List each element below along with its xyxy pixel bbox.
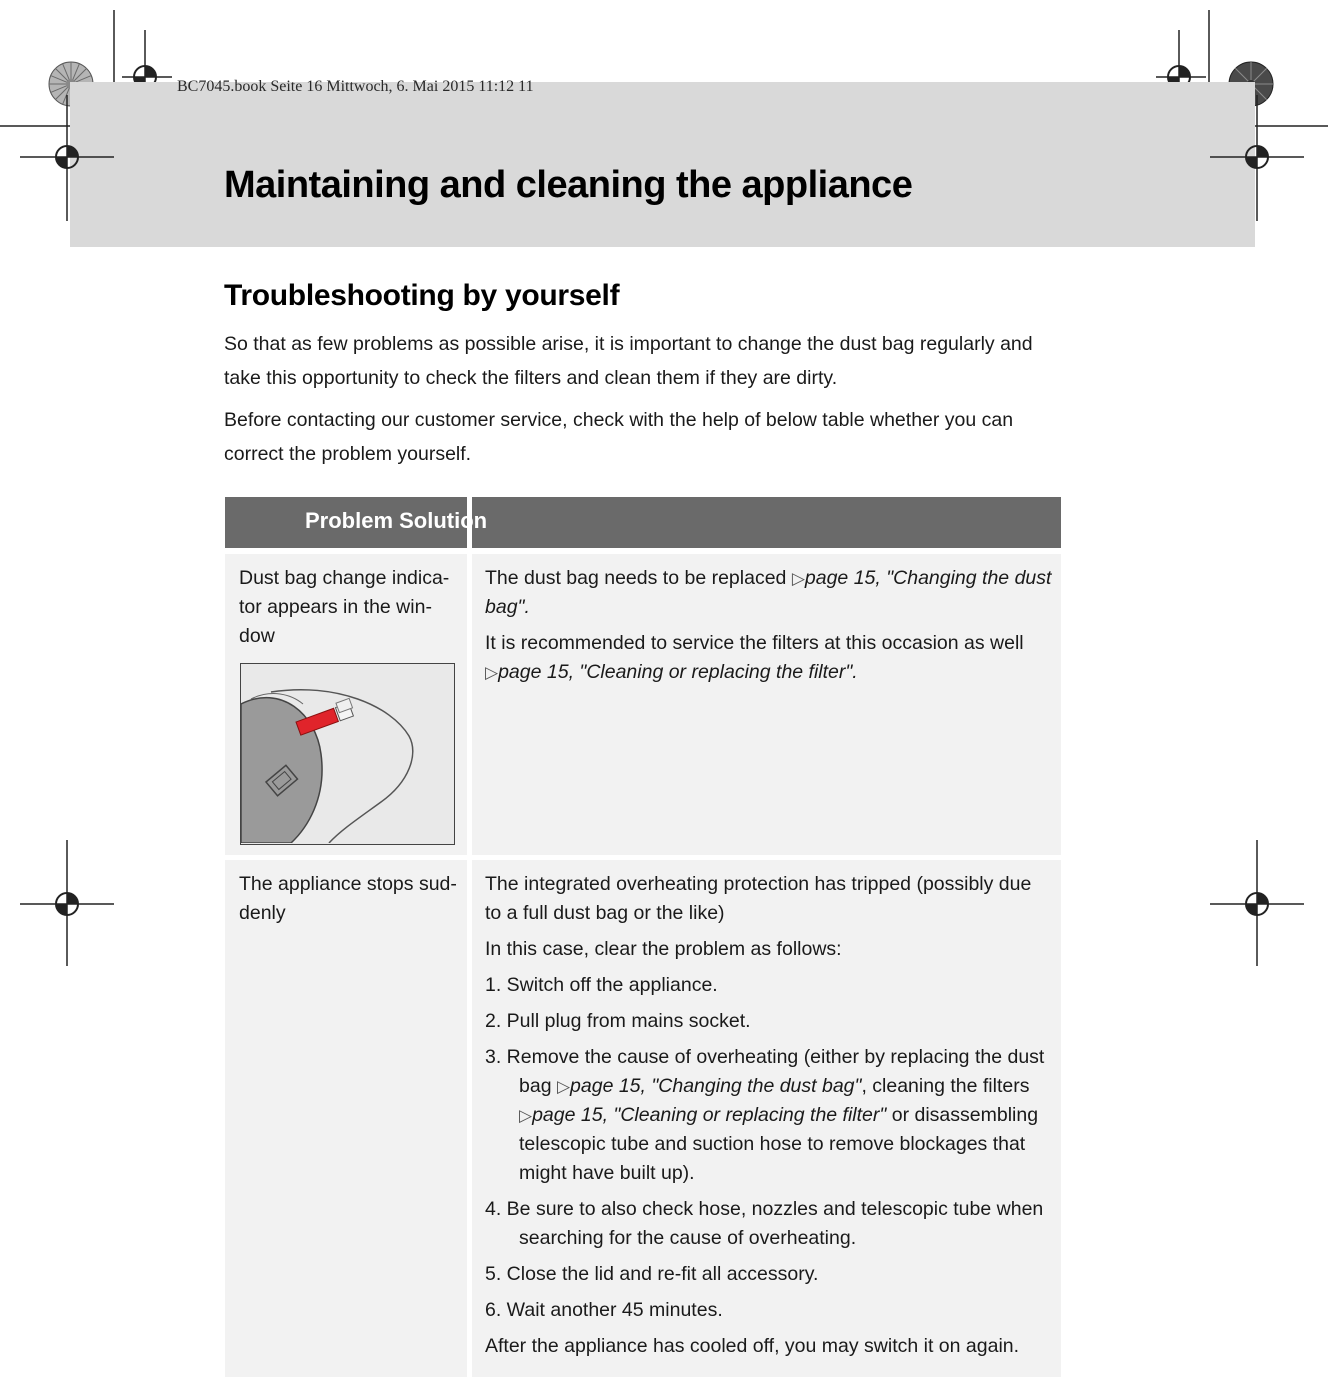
solution-paragraph: It is recommended to service the filters at this occasion as well ▷page 15, "Cleaning or replacing the filter". [485, 632, 1024, 683]
arrow-right-outline-icon: ▷ [556, 1077, 571, 1096]
cross-reference-link[interactable]: page 15, "Cleaning or replacing the filter". [498, 661, 858, 683]
intro-paragraph: So that as few problems as possible arise, it is important to change the dust bag regularly and take this opportunity to check the filters and clean them if they are dirty. [224, 333, 1033, 389]
solution-lead: In this case, clear the problem as follows: [485, 938, 842, 960]
instruction-paragraph: Before contacting our customer service, check with the help of below table whether you can correct the problem yourself. [224, 409, 1014, 465]
step-item: 1. Switch off the appliance. [485, 974, 718, 996]
dust-bag-indicator-illustration [240, 663, 455, 845]
table-header-label: Problem Solution [305, 508, 488, 533]
registration-mark-icon [1210, 840, 1304, 966]
registration-mark-icon [20, 95, 114, 221]
step-item: 4. Be sure to also check hose, nozzles and telescopic tube when searching for the cause of overheating. [485, 1198, 1044, 1249]
solution-intro: The integrated overheating protection has tripped (possibly due to a full dust bag or the like) [485, 873, 1032, 924]
step-item: 2. Pull plug from mains socket. [485, 1010, 751, 1032]
step-item: 3. Remove the cause of overheating (either by replacing the dust bag ▷page 15, "Changing the dust bag", cleaning the filters ▷page 15, "Cleaning or replacing the filter" or disassembling telescopic tube and suction hose to remove blockages that might have built up). [485, 1046, 1045, 1184]
problem-text: Dust bag change indica- tor appears in the win- dow [239, 567, 450, 647]
arrow-right-outline-icon: ▷ [791, 569, 805, 588]
print-slug: BC7045.book Seite 16 Mittwoch, 6. Mai 2015 11:12 11 [177, 78, 534, 95]
arrow-right-outline-icon: ▷ [485, 663, 499, 682]
table-row-2-problem-cell [225, 860, 467, 1377]
step-item: 5. Close the lid and re-fit all accessory. [485, 1263, 819, 1285]
problem-text: The appliance stops sud- denly [239, 873, 457, 924]
cross-reference-link[interactable]: page 15, "Changing the dust bag". [485, 567, 1052, 618]
section-title: Troubleshooting by yourself [224, 279, 620, 312]
solution-closing: After the appliance has cooled off, you may switch it on again. [485, 1335, 1020, 1357]
cross-reference-link[interactable]: page 15, "Changing the dust bag" [570, 1075, 862, 1097]
cross-reference-link[interactable]: page 15, "Cleaning or replacing the filter" [532, 1104, 887, 1126]
table-row-2-solution-cell [472, 860, 1061, 1377]
registration-mark-icon [1210, 95, 1304, 221]
table-row-1-solution-cell [472, 554, 1061, 855]
step-item: 6. Wait another 45 minutes. [485, 1299, 723, 1321]
table-header-cell-solution [472, 497, 1061, 548]
arrow-right-outline-icon: ▷ [519, 1106, 533, 1125]
registration-mark-icon [20, 840, 114, 966]
solution-paragraph: The dust bag needs to be replaced ▷page 15, "Changing the dust bag". [485, 567, 1052, 618]
chapter-title: Maintaining and cleaning the appliance [224, 164, 913, 206]
